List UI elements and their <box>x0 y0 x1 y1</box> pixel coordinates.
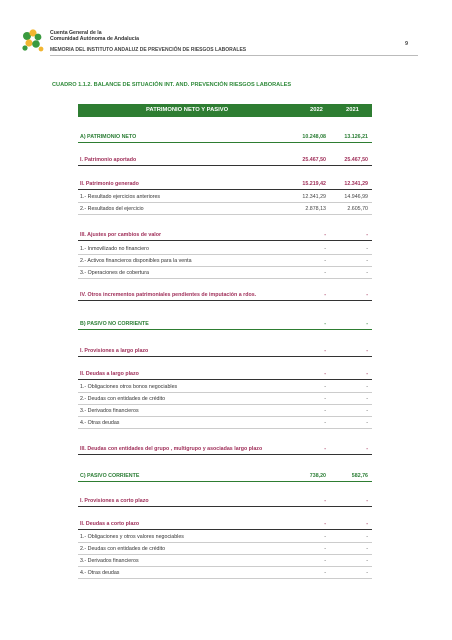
value-2022: - <box>324 546 326 552</box>
value-2021: 13.126,21 <box>344 134 368 140</box>
row-label: 1.- Obligaciones otros bonos negociables <box>80 384 178 390</box>
row-label: 2.- Activos financieros disponibles para la venta <box>80 258 192 264</box>
table-row <box>78 471 372 482</box>
table-row <box>78 179 372 190</box>
table-row <box>78 290 372 301</box>
row-label: III. Ajustes por cambios de valor <box>80 232 162 238</box>
value-2022: - <box>324 270 326 276</box>
value-2022: - <box>324 232 326 238</box>
table-row <box>78 544 372 555</box>
table-header <box>78 104 372 117</box>
table-row <box>78 532 372 543</box>
value-2022: 738,20 <box>309 473 326 479</box>
value-2021: 2.605,70 <box>347 206 368 212</box>
row-label: II. Deudas a largo plazo <box>80 371 139 377</box>
value-2022: - <box>324 321 326 327</box>
value-2022: - <box>324 258 326 264</box>
value-2022: - <box>324 396 326 402</box>
value-2021: - <box>366 384 368 390</box>
row-label: 2.- Resultados del ejercicio <box>80 206 144 212</box>
table-row <box>78 204 372 215</box>
value-2022: - <box>324 384 326 390</box>
table-row <box>78 568 372 579</box>
table-row <box>78 192 372 203</box>
row-label: 3.- Derivados financieros <box>80 408 139 414</box>
row-label: A) PATRIMONIO NETO <box>80 134 137 140</box>
value-2021: - <box>366 446 368 452</box>
header-divider <box>50 55 418 56</box>
value-2021: - <box>366 420 368 426</box>
row-label: III. Deudas con entidades del grupo , multigrupo y asociadas largo plazo <box>80 446 263 452</box>
row-label: I. Patrimonio aportado <box>80 157 137 163</box>
header-year-2021: 2021 <box>346 107 359 113</box>
value-2021: - <box>366 371 368 377</box>
table-row <box>78 418 372 429</box>
table-row <box>78 382 372 393</box>
row-label: 3.- Derivados financieros <box>80 558 139 564</box>
memoria-title: MEMORIA DEL INSTITUTO ANDALUZ DE PREVENCIÓN DE RIESGOS LABORALES <box>50 47 247 53</box>
page-number: 9 <box>405 41 409 47</box>
value-2021: - <box>366 232 368 238</box>
value-2021: - <box>366 321 368 327</box>
value-2022: - <box>324 292 326 298</box>
table-row <box>78 132 372 143</box>
value-2021: - <box>366 546 368 552</box>
value-2021: 25.467,50 <box>344 157 368 163</box>
table-row <box>78 556 372 567</box>
table-row <box>78 369 372 380</box>
table-row <box>78 244 372 255</box>
value-2022: - <box>324 534 326 540</box>
value-2022: - <box>324 348 326 354</box>
value-2021: - <box>366 521 368 527</box>
row-label: IV. Otros incrementos patrimoniales pendientes de imputación a rdos. <box>80 292 257 298</box>
row-label: C) PASIVO CORRIENTE <box>80 473 140 479</box>
value-2021: - <box>366 408 368 414</box>
value-2022: 15.219,42 <box>302 181 326 187</box>
row-label: B) PASIVO NO CORRIENTE <box>80 321 149 327</box>
org-name: Cuenta General de la Comunidad Autónoma de Andalucía <box>50 30 139 42</box>
value-2022: - <box>324 246 326 252</box>
table-row <box>78 155 372 166</box>
row-label: I. Provisiones a corto plazo <box>80 498 149 504</box>
value-2021: 14.946,99 <box>344 194 368 200</box>
row-label: 3.- Operaciones de cobertura <box>80 270 149 276</box>
table-row <box>78 346 372 357</box>
table-row <box>78 406 372 417</box>
cuadro-title: CUADRO 1.1.2. BALANCE DE SITUACIÓN INT. AND. PREVENCIÓN RIESGOS LABORALES <box>52 82 292 88</box>
table-row <box>78 319 372 330</box>
row-label: 4.- Otras deudas <box>80 570 120 576</box>
table-row <box>78 394 372 405</box>
value-2022: - <box>324 446 326 452</box>
value-2022: - <box>324 521 326 527</box>
value-2021: - <box>366 396 368 402</box>
value-2021: - <box>366 270 368 276</box>
table-row <box>78 496 372 507</box>
value-2021: 582,76 <box>351 473 368 479</box>
value-2022: 2.878,13 <box>305 206 326 212</box>
table-row <box>78 256 372 267</box>
table-row <box>78 519 372 530</box>
header-label: PATRIMONIO NETO Y PASIVO <box>146 107 229 113</box>
row-label: 4.- Otras deudas <box>80 420 120 426</box>
header-year-2022: 2022 <box>310 107 323 113</box>
row-label: 1.- Inmovilizado no financiero <box>80 246 149 252</box>
value-2021: - <box>366 558 368 564</box>
junta-andalucia-logo-icon <box>20 28 46 54</box>
value-2021: - <box>366 498 368 504</box>
value-2022: - <box>324 498 326 504</box>
value-2021: - <box>366 348 368 354</box>
value-2022: - <box>324 558 326 564</box>
value-2022: 25.467,50 <box>302 157 326 163</box>
value-2022: - <box>324 408 326 414</box>
value-2021: - <box>366 258 368 264</box>
table-row <box>78 268 372 279</box>
row-label: 2.- Deudas con entidades de crédito <box>80 546 166 552</box>
value-2022: 12.341,29 <box>302 194 326 200</box>
value-2021: - <box>366 292 368 298</box>
value-2022: - <box>324 371 326 377</box>
value-2022: - <box>324 570 326 576</box>
table-row <box>78 230 372 241</box>
balance-table <box>78 104 372 576</box>
value-2021: - <box>366 534 368 540</box>
value-2021: 12.341,29 <box>344 181 368 187</box>
table-row <box>78 444 372 455</box>
row-label: 1.- Resultado ejercicios anteriores <box>80 194 161 200</box>
value-2022: - <box>324 420 326 426</box>
row-label: 1.- Obligaciones y otros valores negociables <box>80 534 184 540</box>
row-label: II. Patrimonio generado <box>80 181 139 187</box>
row-label: 2.- Deudas con entidades de crédito <box>80 396 166 402</box>
value-2021: - <box>366 570 368 576</box>
value-2022: 10.248,08 <box>302 134 326 140</box>
value-2021: - <box>366 246 368 252</box>
row-label: I. Provisiones a largo plazo <box>80 348 149 354</box>
row-label: II. Deudas a corto plazo <box>80 521 140 527</box>
